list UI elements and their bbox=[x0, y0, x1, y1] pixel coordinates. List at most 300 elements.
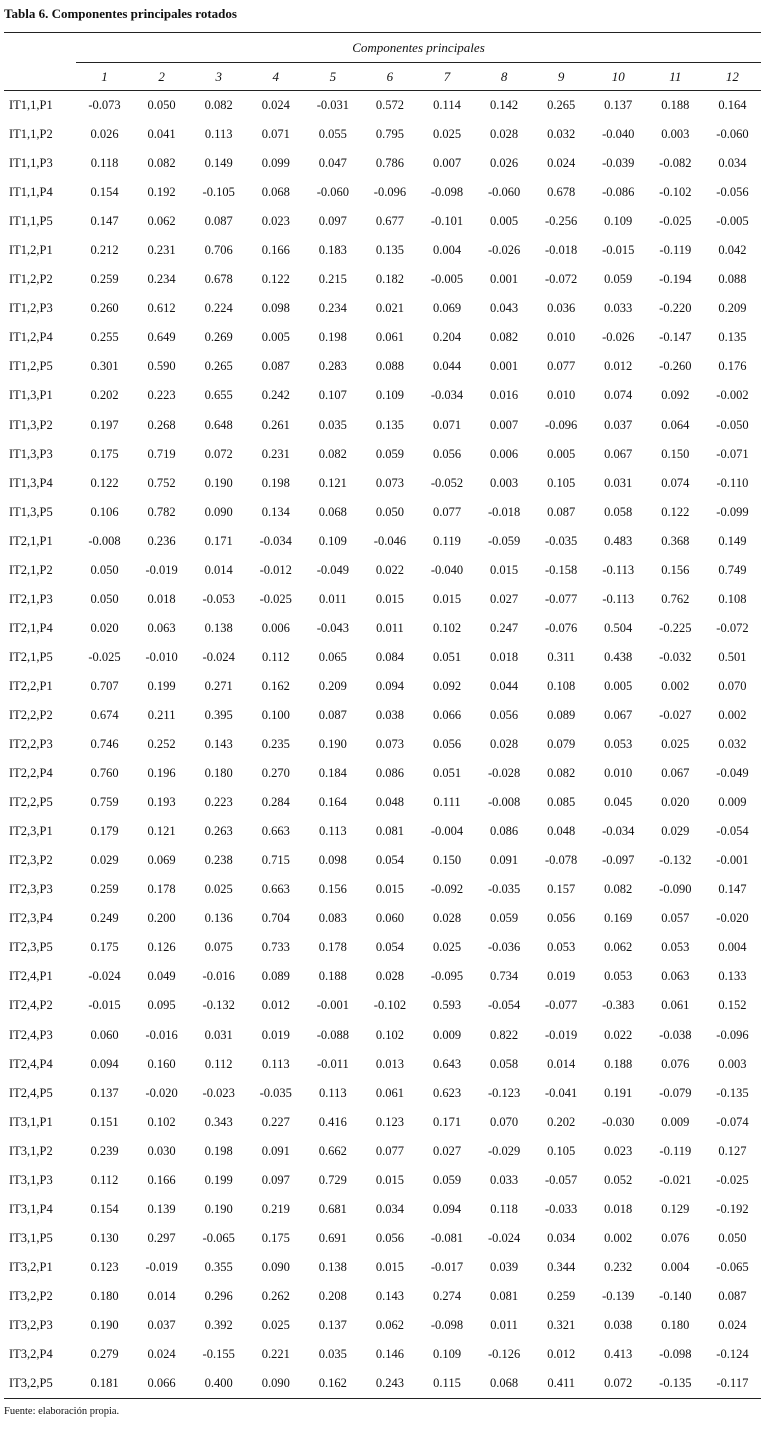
table-cell: 0.219 bbox=[261, 1201, 290, 1216]
row-label: IT1,1,P5 bbox=[9, 214, 53, 229]
table-cell: -0.025 bbox=[259, 591, 292, 606]
table-cell: 0.150 bbox=[661, 446, 690, 461]
table-cell: 0.822 bbox=[490, 1027, 519, 1042]
table-cell: 0.138 bbox=[318, 1259, 347, 1274]
row-label: IT3,1,P1 bbox=[9, 1114, 53, 1129]
table-cell: 0.760 bbox=[90, 766, 119, 781]
table-cell: 0.055 bbox=[318, 127, 347, 142]
table-cell: 0.039 bbox=[490, 1259, 519, 1274]
row-label: IT2,1,P3 bbox=[9, 591, 53, 606]
row-label: IT3,2,P5 bbox=[9, 1376, 53, 1391]
table-cell: 0.014 bbox=[547, 1056, 576, 1071]
table-cell: 0.083 bbox=[318, 911, 347, 926]
table-cell: 0.079 bbox=[547, 737, 576, 752]
table-cell: 0.252 bbox=[147, 737, 176, 752]
table-cell: 0.020 bbox=[90, 620, 119, 635]
table-cell: 0.411 bbox=[547, 1376, 575, 1391]
table-cell: 0.209 bbox=[318, 678, 347, 693]
table-cell: 0.204 bbox=[432, 330, 462, 345]
table-cell: 0.047 bbox=[318, 156, 347, 171]
table-cell: -0.119 bbox=[659, 243, 692, 258]
table-cell: 0.050 bbox=[718, 1230, 747, 1245]
table-title: Tabla 6. Componentes principales rotados bbox=[4, 6, 237, 21]
table-cell: 0.058 bbox=[604, 504, 633, 519]
table-cell: 0.655 bbox=[204, 388, 233, 403]
table-cell: 0.108 bbox=[547, 678, 576, 693]
table-cell: 0.054 bbox=[375, 940, 404, 955]
table-cell: 0.175 bbox=[261, 1230, 290, 1245]
table-row bbox=[4, 585, 761, 614]
table-cell: 0.368 bbox=[661, 533, 690, 548]
table-cell: -0.043 bbox=[316, 620, 349, 635]
table-row bbox=[4, 1369, 761, 1399]
table-cell: -0.019 bbox=[145, 562, 178, 577]
table-cell: -0.256 bbox=[545, 214, 578, 229]
table-cell: -0.220 bbox=[659, 301, 692, 316]
table-cell: 0.051 bbox=[432, 649, 462, 664]
column-header: 5 bbox=[329, 68, 337, 84]
table-cell: -0.078 bbox=[545, 853, 578, 868]
table-cell: -0.119 bbox=[659, 1143, 692, 1158]
table-cell: 0.064 bbox=[661, 417, 690, 432]
table-cell: 0.024 bbox=[261, 98, 290, 113]
table-row bbox=[4, 904, 761, 933]
table-cell: 0.118 bbox=[90, 156, 119, 171]
row-label: IT2,2,P4 bbox=[9, 766, 53, 781]
table-row bbox=[4, 1311, 761, 1340]
table-cell: 0.171 bbox=[432, 1114, 462, 1129]
table-row bbox=[4, 207, 761, 236]
table-cell: 0.143 bbox=[204, 737, 233, 752]
column-header: 1 bbox=[101, 68, 108, 84]
table-cell: 0.004 bbox=[718, 940, 747, 955]
table-cell: -0.132 bbox=[659, 853, 692, 868]
table-cell: 0.191 bbox=[604, 1085, 633, 1100]
row-label: IT2,1,P5 bbox=[9, 649, 53, 664]
table-cell: 0.202 bbox=[547, 1114, 576, 1129]
table-cell: 0.212 bbox=[90, 243, 119, 258]
table-cell: 0.024 bbox=[147, 1347, 176, 1362]
table-cell: 0.070 bbox=[718, 678, 747, 693]
table-cell: 0.164 bbox=[718, 98, 747, 113]
table-cell: 0.005 bbox=[604, 678, 633, 693]
table-cell: 0.171 bbox=[204, 533, 233, 548]
table-cell: -0.060 bbox=[316, 185, 349, 200]
table-row bbox=[4, 1166, 761, 1195]
table-row bbox=[4, 672, 761, 701]
table-cell: 0.127 bbox=[718, 1143, 747, 1158]
table-cell: -0.135 bbox=[716, 1085, 749, 1100]
table-cell: 0.176 bbox=[718, 359, 747, 374]
table-cell: 0.005 bbox=[261, 330, 290, 345]
table-cell: 0.180 bbox=[661, 1317, 690, 1332]
table-cell: -0.035 bbox=[487, 882, 521, 897]
table-cell: 0.010 bbox=[547, 388, 576, 403]
table-cell: 0.019 bbox=[261, 1027, 290, 1042]
table-cell: 0.003 bbox=[661, 127, 690, 142]
table-cell: 0.111 bbox=[433, 795, 461, 810]
table-cell: 0.010 bbox=[604, 766, 633, 781]
table-cell: 0.090 bbox=[204, 504, 233, 519]
table-cell: 0.184 bbox=[318, 766, 347, 781]
table-cell: 0.026 bbox=[90, 127, 119, 142]
table-cell: 0.028 bbox=[432, 911, 462, 926]
table-cell: 0.123 bbox=[90, 1259, 119, 1274]
table-cell: 0.087 bbox=[547, 504, 576, 519]
table-cell: 0.400 bbox=[204, 1376, 233, 1391]
table-cell: 0.052 bbox=[604, 1172, 633, 1187]
table-cell: 0.045 bbox=[604, 795, 633, 810]
table-cell: -0.102 bbox=[659, 185, 692, 200]
table-cell: 0.059 bbox=[604, 272, 633, 287]
table-cell: 0.025 bbox=[661, 737, 690, 752]
table-row bbox=[4, 643, 761, 672]
table-cell: 0.284 bbox=[261, 795, 290, 810]
row-label: IT2,4,P1 bbox=[9, 969, 53, 984]
table-row bbox=[4, 846, 761, 875]
row-label: IT2,2,P2 bbox=[9, 708, 53, 722]
table-cell: 0.081 bbox=[490, 1288, 519, 1303]
row-label: IT2,3,P2 bbox=[9, 853, 53, 868]
table-cell: -0.077 bbox=[545, 591, 578, 606]
table-cell: 0.193 bbox=[147, 795, 176, 810]
table-cell: 0.296 bbox=[204, 1288, 233, 1303]
table-cell: 0.130 bbox=[90, 1230, 119, 1245]
table-cell: -0.072 bbox=[545, 272, 578, 287]
table-cell: -0.113 bbox=[602, 591, 635, 606]
table-cell: -0.124 bbox=[716, 1347, 749, 1362]
table-row bbox=[4, 1195, 761, 1224]
table-row bbox=[4, 933, 761, 962]
column-header-row bbox=[4, 63, 761, 91]
table-cell: 0.024 bbox=[718, 1317, 747, 1332]
table-cell: 0.072 bbox=[604, 1376, 633, 1391]
table-cell: -0.383 bbox=[602, 998, 635, 1013]
table-cell: 0.050 bbox=[90, 591, 119, 606]
table-cell: 0.068 bbox=[318, 504, 347, 519]
table-row bbox=[4, 556, 761, 585]
table-cell: -0.024 bbox=[487, 1230, 521, 1245]
table-cell: 0.050 bbox=[375, 504, 404, 519]
table-cell: 0.166 bbox=[147, 1172, 176, 1187]
table-cell: 0.109 bbox=[604, 214, 633, 229]
table-cell: 0.274 bbox=[432, 1288, 462, 1303]
table-cell: 0.018 bbox=[490, 649, 519, 664]
table-cell: -0.001 bbox=[716, 853, 749, 868]
table-cell: -0.057 bbox=[545, 1172, 578, 1187]
table-cell: -0.017 bbox=[430, 1259, 464, 1274]
table-cell: 0.142 bbox=[490, 98, 519, 113]
table-cell: 0.109 bbox=[318, 533, 347, 548]
table-row bbox=[4, 1050, 761, 1079]
table-row bbox=[4, 352, 761, 381]
table-cell: 0.215 bbox=[318, 272, 347, 287]
table-cell: -0.016 bbox=[145, 1027, 178, 1042]
table-cell: 0.227 bbox=[261, 1114, 290, 1129]
table-cell: 0.663 bbox=[261, 824, 290, 839]
table-cell: 0.033 bbox=[604, 301, 633, 316]
table-cell: 0.231 bbox=[261, 446, 290, 461]
table-cell: 0.025 bbox=[432, 940, 462, 955]
table-cell: -0.082 bbox=[659, 156, 692, 171]
table-cell: 0.198 bbox=[261, 475, 290, 490]
table-cell: -0.096 bbox=[716, 1027, 749, 1042]
table-cell: -0.101 bbox=[430, 214, 464, 229]
column-header: 8 bbox=[500, 68, 508, 84]
table-cell: -0.027 bbox=[659, 708, 692, 722]
row-label: IT1,2,P1 bbox=[9, 243, 53, 258]
table-cell: 0.208 bbox=[318, 1288, 347, 1303]
table-row bbox=[4, 381, 761, 410]
table-cell: 0.105 bbox=[547, 1143, 576, 1158]
table-row bbox=[4, 1021, 761, 1050]
table-row bbox=[4, 323, 761, 352]
table-cell: 0.178 bbox=[147, 882, 176, 897]
table-cell: 0.022 bbox=[604, 1027, 633, 1042]
table-row bbox=[4, 875, 761, 904]
table-cell: 0.010 bbox=[547, 330, 576, 345]
table-cell: 0.090 bbox=[261, 1259, 290, 1274]
table-cell: -0.018 bbox=[487, 504, 521, 519]
table-cell: -0.059 bbox=[487, 533, 521, 548]
table-cell: 0.003 bbox=[718, 1056, 747, 1071]
table-cell: 0.162 bbox=[261, 678, 290, 693]
table-cell: -0.155 bbox=[202, 1347, 235, 1362]
table-cell: 0.269 bbox=[204, 330, 233, 345]
table-cell: 0.043 bbox=[490, 301, 519, 316]
table-row bbox=[4, 788, 761, 817]
row-label: IT2,4,P5 bbox=[9, 1085, 53, 1100]
table-row bbox=[4, 498, 761, 527]
table-cell: 0.198 bbox=[204, 1143, 233, 1158]
table-cell: 0.263 bbox=[204, 824, 233, 839]
table-cell: -0.071 bbox=[716, 446, 749, 461]
table-cell: 0.265 bbox=[204, 359, 233, 374]
table-cell: 0.071 bbox=[432, 417, 462, 432]
table-cell: 0.134 bbox=[261, 504, 290, 519]
row-label: IT3,2,P1 bbox=[9, 1259, 53, 1274]
table-cell: 0.027 bbox=[490, 591, 519, 606]
table-cell: -0.073 bbox=[88, 98, 121, 113]
table-cell: 0.238 bbox=[204, 853, 233, 868]
row-label: IT2,2,P5 bbox=[9, 795, 53, 810]
table-cell: 0.729 bbox=[318, 1172, 347, 1187]
table-cell: 0.235 bbox=[261, 737, 290, 752]
table-cell: 0.113 bbox=[261, 1056, 290, 1071]
column-header: 4 bbox=[272, 68, 280, 84]
table-cell: -0.029 bbox=[487, 1143, 521, 1158]
table-cell: 0.044 bbox=[432, 359, 462, 374]
table-cell: 0.028 bbox=[490, 127, 519, 142]
table-cell: 0.028 bbox=[375, 969, 404, 984]
table-cell: 0.501 bbox=[718, 649, 747, 664]
table-row bbox=[4, 236, 761, 265]
table-cell: 0.156 bbox=[661, 562, 690, 577]
table-cell: 0.090 bbox=[261, 1376, 290, 1391]
table-cell: -0.016 bbox=[202, 969, 235, 984]
table-cell: 0.152 bbox=[718, 998, 747, 1013]
table-cell: 0.077 bbox=[547, 359, 576, 374]
table-cell: -0.040 bbox=[602, 127, 635, 142]
table-cell: 0.016 bbox=[490, 388, 519, 403]
table-cell: 0.074 bbox=[604, 388, 633, 403]
table-cell: -0.015 bbox=[602, 243, 635, 258]
table-row bbox=[4, 962, 761, 991]
table-cell: 0.259 bbox=[90, 882, 119, 897]
table-cell: 0.089 bbox=[261, 969, 290, 984]
table-cell: 0.149 bbox=[718, 533, 747, 548]
table-cell: 0.261 bbox=[261, 417, 290, 432]
row-label: IT2,3,P1 bbox=[9, 824, 53, 839]
table-cell: 0.082 bbox=[204, 98, 233, 113]
table-cell: 0.035 bbox=[318, 1347, 347, 1362]
table-cell: 0.190 bbox=[204, 1201, 233, 1216]
table-cell: 0.031 bbox=[604, 475, 633, 490]
table-cell: 0.025 bbox=[432, 127, 462, 142]
table-cell: 0.135 bbox=[718, 330, 747, 345]
table-cell: 0.135 bbox=[375, 417, 404, 432]
table-cell: 0.013 bbox=[375, 1056, 404, 1071]
column-header: 9 bbox=[557, 68, 565, 84]
table-row bbox=[4, 759, 761, 788]
table-cell: 0.255 bbox=[90, 330, 119, 345]
row-label: IT3,2,P4 bbox=[9, 1347, 53, 1362]
table-cell: 0.156 bbox=[318, 882, 347, 897]
table-cell: 0.089 bbox=[547, 708, 576, 722]
table-cell: -0.018 bbox=[545, 243, 578, 258]
table-cell: -0.060 bbox=[716, 127, 749, 142]
table-cell: 0.211 bbox=[147, 708, 176, 722]
column-header: 2 bbox=[158, 68, 165, 84]
table-cell: 0.053 bbox=[661, 940, 690, 955]
table-cell: 0.032 bbox=[718, 737, 747, 752]
table-cell: 0.102 bbox=[147, 1114, 176, 1129]
table-cell: 0.094 bbox=[432, 1201, 462, 1216]
table-cell: 0.198 bbox=[318, 330, 347, 345]
table-cell: 0.061 bbox=[375, 1085, 404, 1100]
table-cell: 0.015 bbox=[375, 1259, 404, 1274]
table-cell: 0.057 bbox=[661, 911, 690, 926]
rotated-components-table bbox=[4, 32, 761, 1399]
table-cell: 0.038 bbox=[375, 708, 404, 722]
group-header: Componentes principales bbox=[76, 33, 761, 63]
row-label: IT1,1,P4 bbox=[9, 185, 53, 200]
table-cell: -0.072 bbox=[716, 620, 749, 635]
table-cell: 0.086 bbox=[490, 824, 519, 839]
table-cell: -0.015 bbox=[88, 998, 121, 1013]
table-cell: -0.034 bbox=[259, 533, 292, 548]
table-cell: 0.029 bbox=[90, 853, 119, 868]
table-cell: 0.678 bbox=[547, 185, 576, 200]
table-cell: 0.095 bbox=[147, 998, 176, 1013]
table-cell: 0.164 bbox=[318, 795, 347, 810]
table-cell: 0.092 bbox=[432, 678, 462, 693]
table-cell: -0.001 bbox=[316, 998, 349, 1013]
table-row bbox=[4, 265, 761, 294]
table-cell: 0.065 bbox=[318, 649, 347, 664]
table-cell: 0.071 bbox=[261, 127, 290, 142]
table-cell: 0.091 bbox=[490, 853, 519, 868]
table-cell: 0.049 bbox=[147, 969, 176, 984]
table-cell: 0.012 bbox=[604, 359, 633, 374]
table-cell: -0.092 bbox=[430, 882, 464, 897]
table-cell: -0.102 bbox=[373, 998, 407, 1013]
row-label: IT2,4,P2 bbox=[9, 998, 53, 1013]
table-cell: 0.279 bbox=[90, 1347, 119, 1362]
table-cell: 0.179 bbox=[90, 824, 119, 839]
table-cell: -0.020 bbox=[145, 1085, 178, 1100]
table-cell: -0.012 bbox=[259, 562, 292, 577]
row-label: IT3,1,P3 bbox=[9, 1172, 53, 1187]
table-cell: 0.180 bbox=[204, 766, 233, 781]
table-cell: 0.147 bbox=[718, 882, 747, 897]
table-cell: 0.121 bbox=[318, 475, 347, 490]
column-header: 6 bbox=[386, 68, 394, 84]
table-cell: 0.087 bbox=[204, 214, 233, 229]
table-row bbox=[4, 701, 761, 730]
table-row bbox=[4, 1137, 761, 1166]
table-cell: -0.036 bbox=[487, 940, 521, 955]
table-cell: 0.053 bbox=[604, 737, 633, 752]
table-row bbox=[4, 1224, 761, 1253]
row-label: IT2,1,P2 bbox=[9, 562, 53, 577]
table-cell: -0.032 bbox=[659, 649, 692, 664]
table-cell: -0.139 bbox=[602, 1288, 635, 1303]
row-label: IT3,2,P3 bbox=[9, 1317, 53, 1332]
table-cell: -0.105 bbox=[202, 185, 235, 200]
table-cell: 0.098 bbox=[318, 853, 347, 868]
table-cell: 0.438 bbox=[604, 649, 633, 664]
table-cell: 0.121 bbox=[147, 824, 176, 839]
table-cell: 0.032 bbox=[547, 127, 576, 142]
table-cell: -0.039 bbox=[602, 156, 635, 171]
table-cell: 0.056 bbox=[490, 708, 519, 722]
table-row bbox=[4, 991, 761, 1020]
table-cell: 0.024 bbox=[547, 156, 576, 171]
table-cell: 0.154 bbox=[90, 1201, 119, 1216]
table-cell: 0.178 bbox=[318, 940, 347, 955]
table-cell: 0.242 bbox=[261, 388, 290, 403]
table-row bbox=[4, 1108, 761, 1137]
table-cell: -0.053 bbox=[202, 591, 235, 606]
table-row bbox=[4, 730, 761, 759]
table-cell: 0.011 bbox=[490, 1317, 518, 1332]
table-cell: -0.034 bbox=[602, 824, 635, 839]
table-cell: 0.759 bbox=[90, 795, 119, 810]
table-cell: 0.082 bbox=[147, 156, 176, 171]
table-cell: 0.154 bbox=[90, 185, 119, 200]
table-cell: 0.112 bbox=[204, 1056, 233, 1071]
table-cell: 0.112 bbox=[90, 1172, 119, 1187]
header-empty-cell bbox=[4, 63, 76, 91]
table-cell: -0.123 bbox=[487, 1085, 521, 1100]
table-cell: 0.056 bbox=[547, 911, 576, 926]
table-cell: 0.015 bbox=[432, 591, 462, 606]
table-cell: -0.081 bbox=[430, 1230, 464, 1245]
table-cell: 0.733 bbox=[261, 940, 290, 955]
table-cell: 0.054 bbox=[375, 853, 404, 868]
table-cell: 0.247 bbox=[490, 620, 519, 635]
table-cell: 0.150 bbox=[432, 853, 462, 868]
table-cell: 0.076 bbox=[661, 1056, 690, 1071]
table-cell: 0.053 bbox=[547, 940, 576, 955]
table-cell: 0.752 bbox=[147, 475, 176, 490]
table-cell: 0.082 bbox=[490, 330, 519, 345]
table-cell: 0.082 bbox=[318, 446, 347, 461]
table-cell: 0.137 bbox=[90, 1085, 119, 1100]
table-cell: 0.025 bbox=[261, 1317, 290, 1332]
table-cell: 0.107 bbox=[318, 388, 347, 403]
